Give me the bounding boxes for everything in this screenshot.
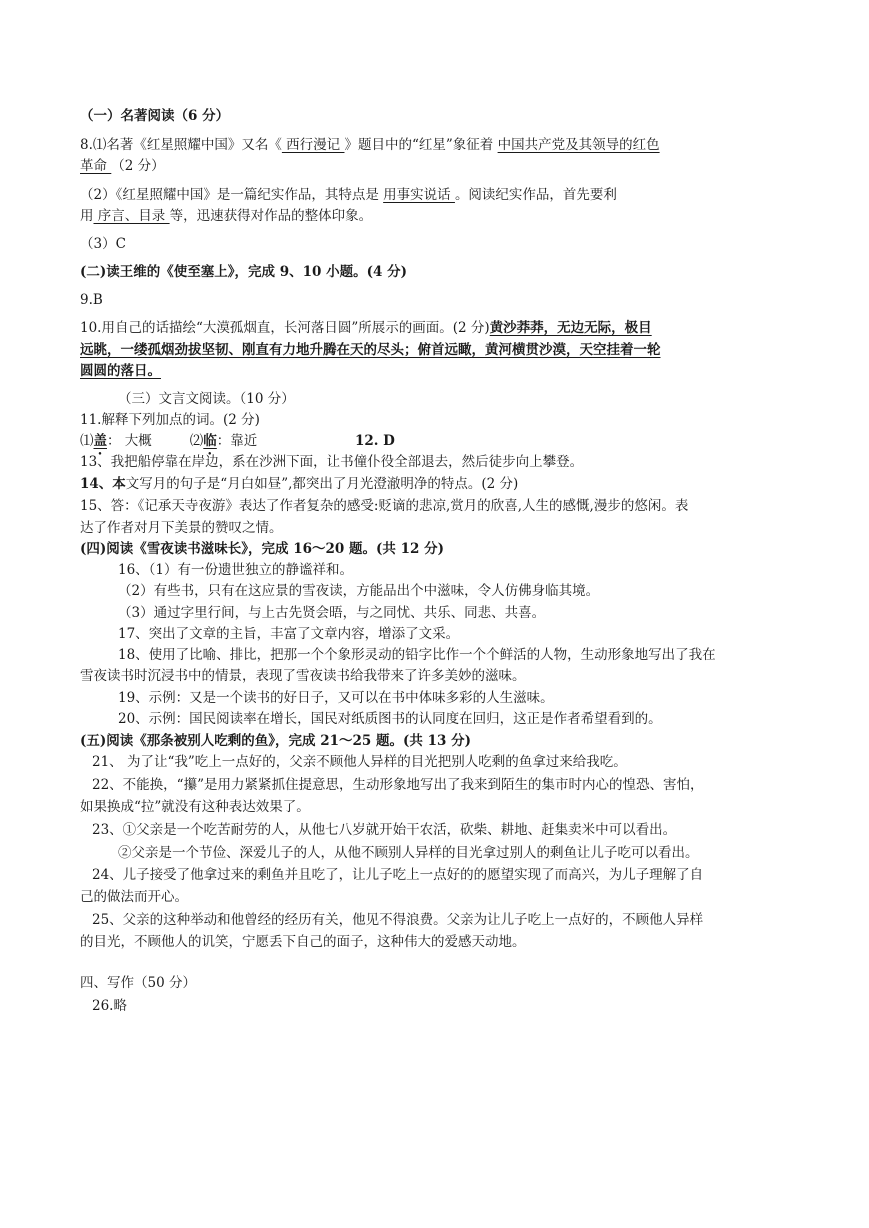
q10-answer-2: 远眺，一缕孤烟劲拔坚韧、刚直有力地升腾在天的尽头；俯首远瞰，黄河横贯沙漠，天空挂着一轮	[80, 342, 661, 358]
q11: 11.解释下列加点的词。(2 分)	[80, 412, 260, 428]
q11a-num: ⑴	[80, 433, 94, 449]
q10-answer-1: 黄沙莽莽，无边无际，极目	[489, 320, 652, 336]
q22-line-2: 如果换成“拉”就没有这种表达效果了。	[80, 799, 310, 815]
q8-line-1	[80, 135, 660, 155]
q25-line-2: 的目光，不顾他人的讥笑，宁愿丢下自己的面子，这种伟大的爱感天动地。	[80, 934, 526, 950]
q11b-num: ⑵	[189, 433, 204, 449]
q8b-line-2	[80, 206, 372, 226]
q20: 20、示例：国民阅读率在增长，国民对纸质图书的认同度在回归，这正是作者希望看到的。	[118, 711, 662, 727]
q12	[355, 431, 395, 451]
q11a-word: 盖	[93, 433, 107, 449]
q10-answer-3: 圆圆的落日。	[80, 363, 161, 379]
q9: 9.B	[80, 292, 103, 308]
q24-line-1: 24、儿子接受了他拿过来的剩鱼并且吃了，让儿子吃上一点好的的愿望实现了而高兴，为儿子理解了自	[92, 867, 704, 883]
q26: 26.略	[92, 998, 127, 1014]
q16-1: 16、（1）有一份遗世独立的静谧祥和。	[118, 562, 354, 578]
q21: 21、 为了让“我”吃上一点好的，父亲不顾他人异样的目光把别人吃剩的鱼拿过来给我吃。	[92, 754, 627, 770]
q8-text: 8.⑴名著《红星照耀中国》又名《	[80, 137, 282, 153]
q8b-answer: 用事实说话	[383, 187, 455, 203]
q8-score: （2 分）	[111, 158, 165, 174]
q17: 17、突出了文章的主旨，丰富了文章内容，增添了文采。	[118, 626, 460, 642]
q11b-answer: ：靠近	[216, 433, 258, 449]
q15-line-1: 15、答：《记承天寺夜游》表达了作者复杂的感受:贬谪的悲凉,赏月的欣喜,人生的感慨,漫步的悠闲。表	[80, 498, 689, 514]
section-title-6: 四、写作（50 分）	[80, 975, 196, 991]
q16-3: （3）通过字里行间，与上古先贤会晤，与之同忧、共乐、同悲、共喜。	[118, 605, 546, 621]
q8c: （3）C	[80, 236, 126, 252]
q14: 文写月的句子是“月白如昼”,都突出了月光澄澈明净的特点。(2 分)	[125, 476, 519, 492]
section-title-2: (二)读王维的《使至塞上》，完成 9、10 小题。(4 分)	[80, 264, 407, 280]
q14-num: 14、本	[80, 476, 126, 492]
q11b-word: 临	[203, 433, 217, 449]
q18-line-2: 雪夜读书时沉浸书中的情景，表现了雪夜读书给我带来了许多美妙的滋味。	[80, 668, 526, 684]
q23-2: ②父亲是一个节俭、深爱儿子的人，从他不顾别人异样的目光拿过别人的剩鱼让儿子吃可以看出。	[118, 845, 699, 861]
section-title-4: (四)阅读《雪夜读书滋味长》，完成 16～20 题。(共 12 分)	[80, 541, 444, 557]
section-title-3: （三）文言文阅读。（10 分）	[118, 391, 295, 407]
q8-answer-3: 革命	[80, 158, 112, 174]
q22-line-1: 22、不能换，“攥”是用力紧紧抓住提意思，生动形象地写出了我来到陌生的集市时内心的惶恐、害怕，	[92, 777, 704, 793]
section-title-1: （一）名著阅读（6 分）	[80, 108, 230, 124]
q8b2-text: 用	[80, 208, 94, 224]
q18-line-1: 18、使用了比喻、排比，把那一个个象形灵动的铅字比作一个个鲜活的人物，生动形象地写出了我在	[118, 647, 716, 663]
section-title-5: (五)阅读《那条被别人吃剩的鱼》，完成 21～25 题。(共 13 分)	[80, 733, 471, 749]
q8b-line-1	[80, 185, 617, 205]
q8-text-mid: 》题目中的“红星”象征着	[344, 137, 498, 153]
q10-text: 10.用自己的话描绘“大漠孤烟直，长河落日圆”所展示的画面。(2 分)	[80, 320, 490, 336]
q8-answer-2: 中国共产党及其领导的红色	[497, 137, 660, 153]
q24-line-2: 己的做法而开心。	[80, 889, 188, 905]
q8-line-2	[80, 156, 165, 176]
q8-answer-1: 西行漫记	[281, 137, 345, 153]
q12-text: 12. D	[355, 433, 395, 449]
q16-2: （2）有些书，只有在这应景的雪夜读，方能品出个中滋味，令人仿佛身临其境。	[118, 583, 600, 599]
q25-line-1: 25、父亲的这种举动和他曾经的经历有关，他见不得浪费。父亲为让儿子吃上一点好的，不顾他人异样	[92, 912, 704, 928]
q19: 19、示例：又是一个读书的好日子，又可以在书中体味多彩的人生滋味。	[118, 690, 554, 706]
q10-line-1	[80, 318, 652, 338]
q8b-text-end: 。阅读纪实作品，首先要利	[454, 187, 617, 203]
q11a-answer: ： 大概	[107, 433, 152, 449]
q14-line	[80, 474, 518, 494]
q23-1: 23、①父亲是一个吃苦耐劳的人，从他七八岁就开始干农活，砍柴、耕地、赶集卖米中可以看出。	[92, 822, 677, 838]
q13: 13、我把船停靠在岸边，系在沙洲下面，让书僮仆役全部退去，然后徒步向上攀登。	[80, 454, 584, 470]
q8b2-text-end: 等，迅速获得对作品的整体印象。	[169, 208, 373, 224]
q8b-text: （2）《红星照耀中国》是一篇纪实作品，其特点是	[80, 187, 384, 203]
q15-line-2: 达了作者对月下美景的赞叹之情。	[80, 520, 283, 536]
q8b2-answer: 序言、目录	[93, 208, 170, 224]
